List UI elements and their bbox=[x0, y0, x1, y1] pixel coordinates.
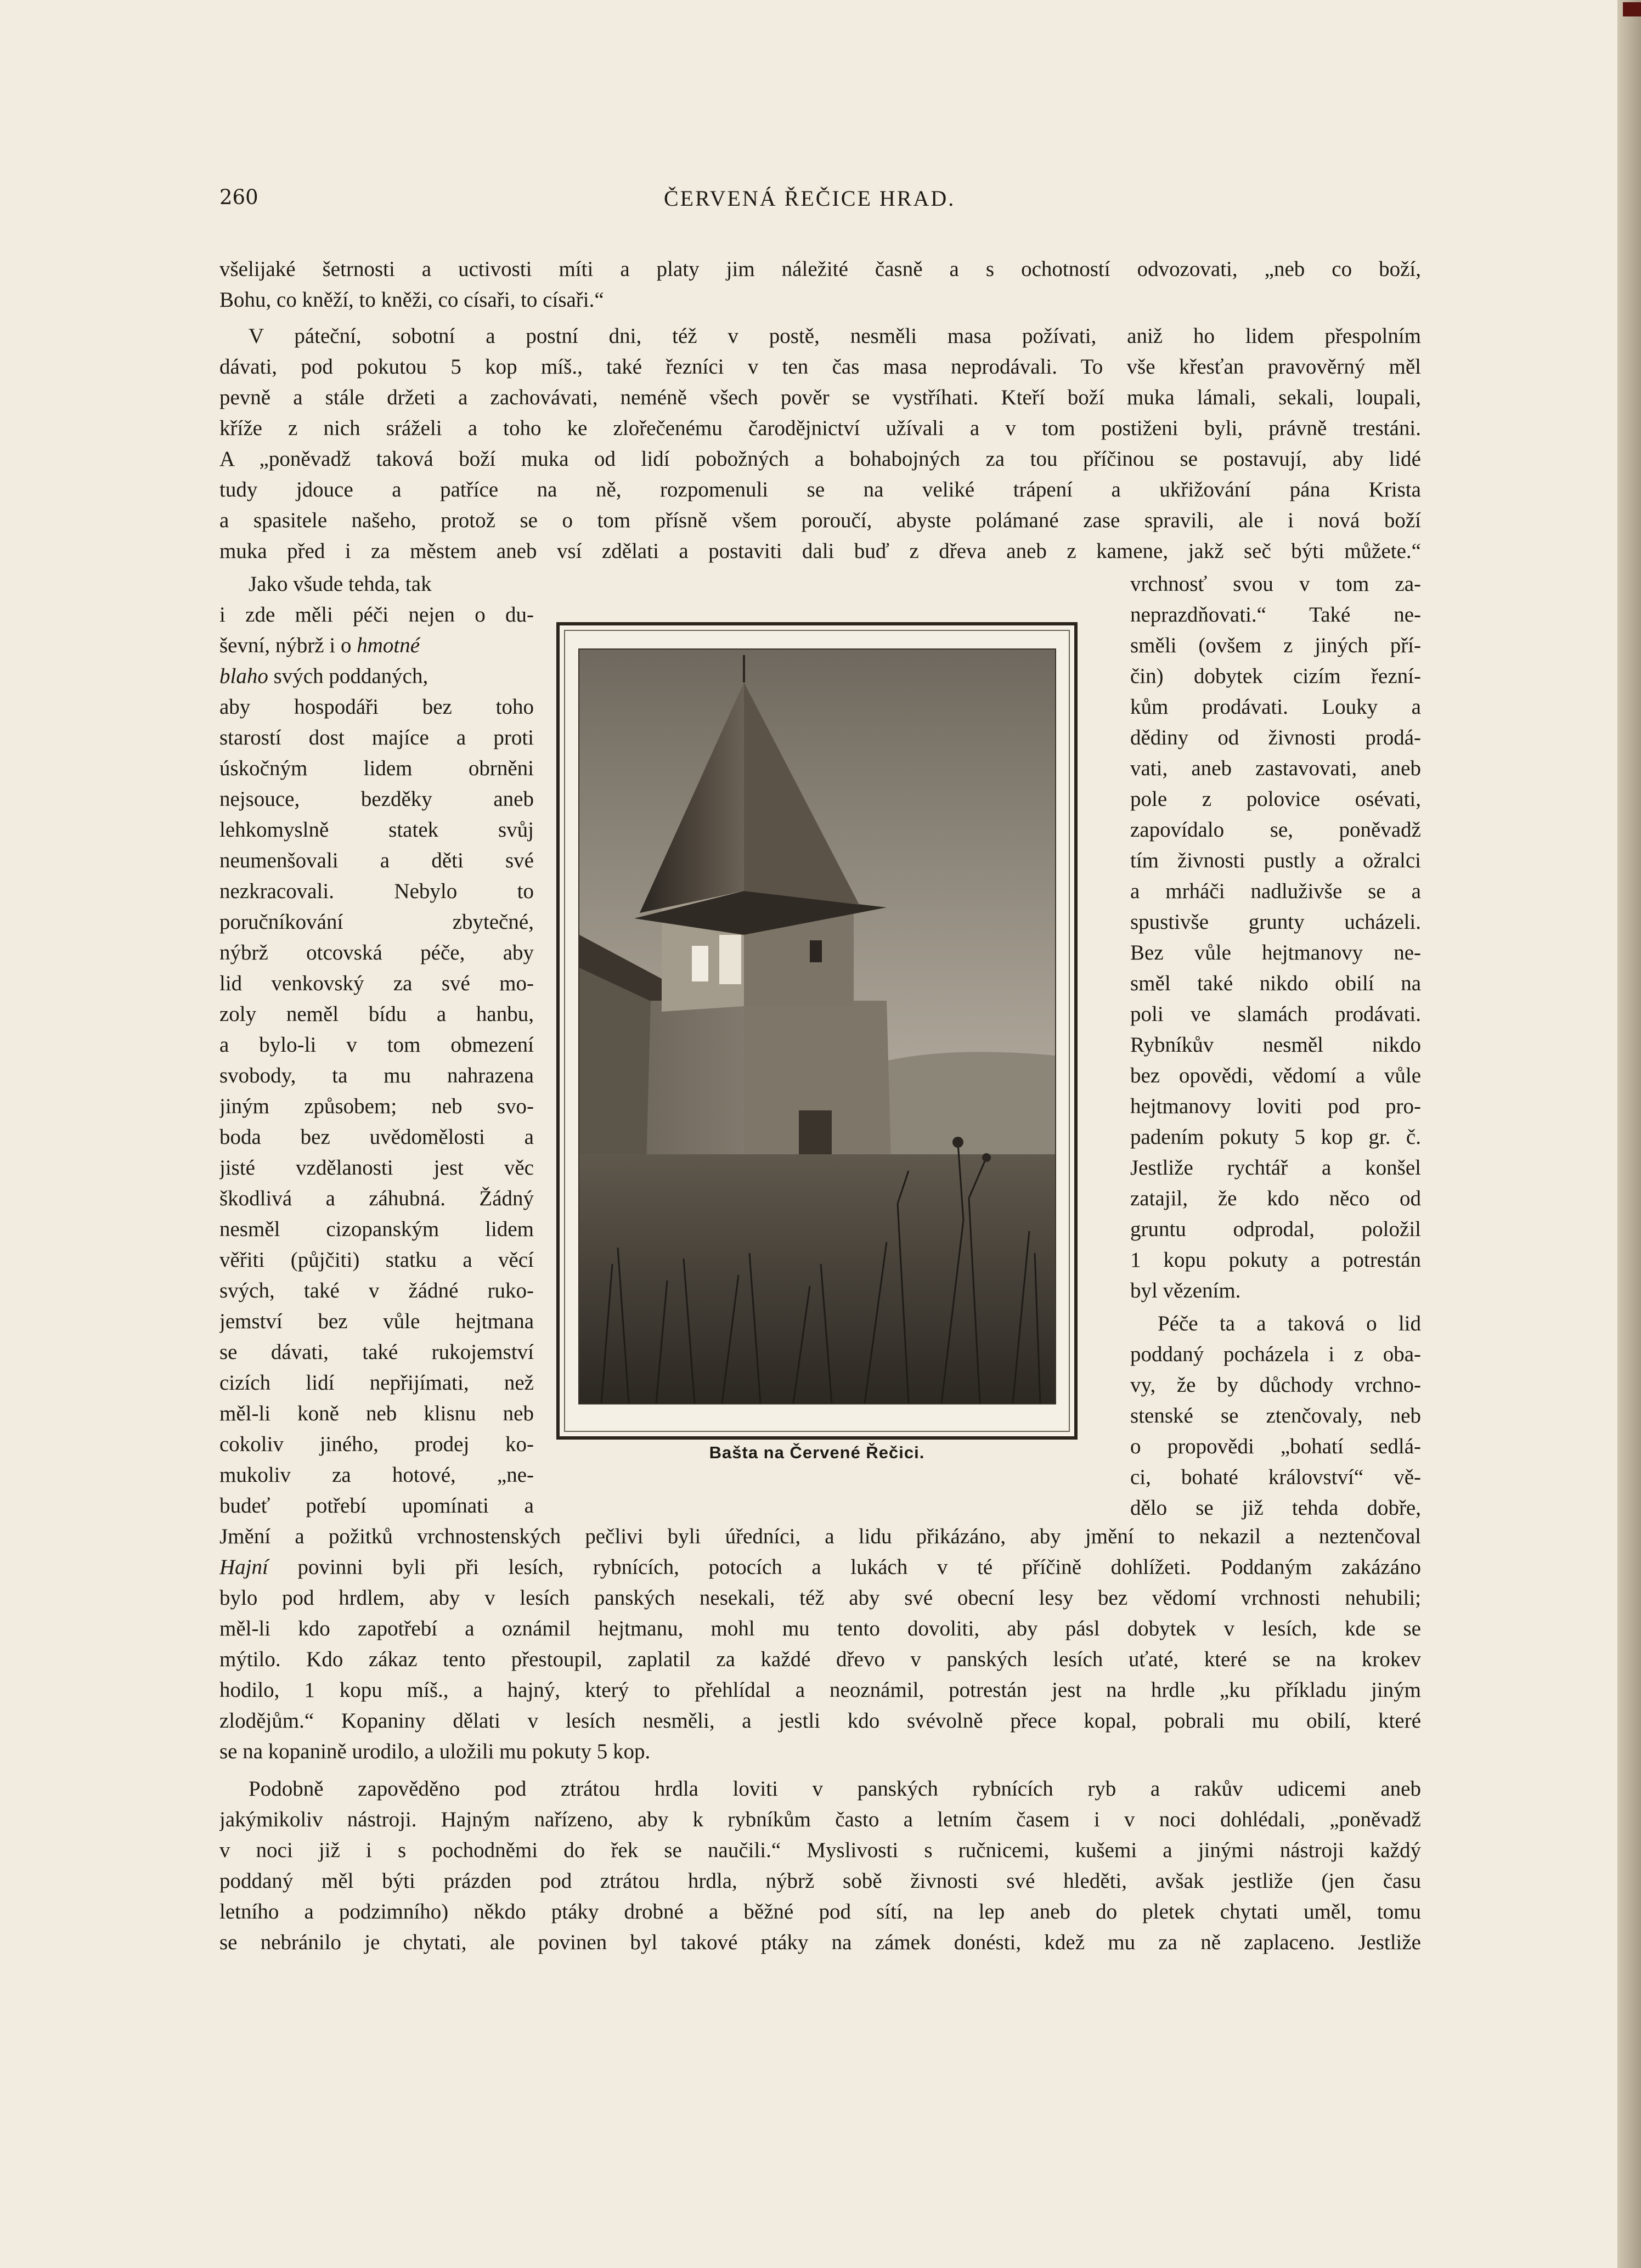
text-line: lehkomyslně statek svůj bbox=[219, 818, 534, 842]
text-line: gruntu odprodal, položil bbox=[1130, 1217, 1421, 1241]
text-line: neumenšovali a děti své bbox=[219, 849, 534, 872]
text-line: Jmění a požitků vrchnostenských pečlivi byli úředníci, a lidu přikázáno, aby jmění to nekazil a neztenčoval bbox=[219, 1525, 1421, 1548]
text-line: ci, bohaté království“ vě- bbox=[1130, 1465, 1421, 1489]
text-line: lid venkovský za své mo- bbox=[219, 972, 534, 995]
text-line: svých, také v žádné ruko- bbox=[219, 1279, 534, 1302]
text-line: blaho svých poddaných, bbox=[219, 664, 428, 688]
text-line: se nebránilo je chytati, ale povinen byl takové ptáky na zámek donésti, kdež mu za ně zaplaceno. Jestliže bbox=[219, 1931, 1421, 1954]
text-line: bylo pod hrdlem, aby v lesích panských nesekali, též aby své obecní lesy bez vědomí vrchnosti nehubili; bbox=[219, 1586, 1421, 1610]
text-line: měl-li koně neb klisnu neb bbox=[219, 1402, 534, 1425]
text-line: dědiny od živnosti prodá- bbox=[1130, 726, 1421, 749]
text-line: Rybníkův nesměl nikdo bbox=[1130, 1033, 1421, 1057]
book-gutter bbox=[1617, 0, 1641, 2268]
text-line: poddaný měl býti prázden pod ztrátou hrdla, nýbrž sobě živnosti své hleděti, avšak jestliže (jen času bbox=[219, 1869, 1421, 1893]
text-line: vrchnosť svou v tom za- bbox=[1130, 572, 1421, 596]
text-line: bez opovědi, vědomí a vůle bbox=[1130, 1064, 1421, 1087]
text-line: nýbrž otcovská péče, aby bbox=[219, 941, 534, 964]
text-line: a mrháči nadluživše se a bbox=[1130, 879, 1421, 903]
text-line: zatajil, že kdo něco od bbox=[1130, 1187, 1421, 1210]
text-line: kříže z nich sráželi a toho ke zlořečenému čarodějnictví užívali a v tom postiženi byli, právně trestáni. bbox=[219, 416, 1421, 440]
text-line: letního a podzimního) někdo ptáky drobné a běžné pod sítí, na lep aneb do pletek chytati uměl, tomu bbox=[219, 1900, 1421, 1923]
text-line: nezkracovali. Nebylo to bbox=[219, 879, 534, 903]
text-line: boda bez uvědomělosti a bbox=[219, 1125, 534, 1149]
text-line: o propovědi „bohatí sedlá- bbox=[1130, 1435, 1421, 1458]
text-line: jisté vzdělanosti jest věc bbox=[219, 1156, 534, 1180]
text-line: směli (ovšem z jiných pří- bbox=[1130, 634, 1421, 657]
text-line: nejsouce, bezděky aneb bbox=[219, 787, 534, 811]
text-line: budeť potřebí upomínati a bbox=[219, 1494, 534, 1517]
text-line: ševní, nýbrž i o hmotné bbox=[219, 634, 420, 657]
text-line: zlodějům.“ Kopaniny dělati v lesích nesměli, a jestli kdo svévolně přece kopal, pobrali mu obilí, které bbox=[219, 1709, 1421, 1733]
text-line: tudy jdouce a patříce na ně, rozpomenuli se na veliké trápení a ukřižování pána Krista bbox=[219, 478, 1421, 501]
text-line: padením pokuty 5 kop gr. č. bbox=[1130, 1125, 1421, 1149]
text-line: a spasitele našeho, protož se o tom přísně všem poroučí, abyste polámané zase spravili, ale i nová boží bbox=[219, 509, 1421, 532]
text-line: starostí dost majíce a proti bbox=[219, 726, 534, 749]
text-line: se dávati, také rukojemství bbox=[219, 1340, 534, 1364]
page-header bbox=[219, 185, 1421, 218]
text-line: mukoliv za hotové, „ne- bbox=[219, 1463, 534, 1487]
text-line: hejtmanovy loviti pod pro- bbox=[1130, 1094, 1421, 1118]
text-line: Jestliže rychtář a konšel bbox=[1130, 1156, 1421, 1180]
text-line: v noci již i s pochodněmi do řek se naučili.“ Myslivosti s ručnicemi, kušemi a jinými nástroji každý bbox=[219, 1838, 1421, 1862]
text-line: Bez vůle hejtmanovy ne- bbox=[1130, 941, 1421, 964]
text-line: a bylo-li v tom obmezení bbox=[219, 1033, 534, 1057]
text-line: Podobně zapověděno pod ztrátou hrdla loviti v panských rybnících ryb a rakův udicemi aneb bbox=[249, 1777, 1421, 1801]
text-line: cizích lidí nepřijímati, než bbox=[219, 1371, 534, 1395]
text-line: dělo se již tehda dobře, bbox=[1130, 1496, 1421, 1520]
text-line: jemství bez vůle hejtmana bbox=[219, 1310, 534, 1333]
text-line: 1 kopu pokuty a potrestán bbox=[1130, 1248, 1421, 1272]
text-line: poli ve slamách prodávati. bbox=[1130, 1002, 1421, 1026]
text-line: V páteční, sobotní a postní dni, též v postě, nesměli masa požívati, aniž ho lidem přespolním bbox=[249, 324, 1421, 348]
text-line: škodlivá a záhubná. Žádný bbox=[219, 1187, 534, 1210]
text-line: zapovídalo se, poněvadž bbox=[1130, 818, 1421, 842]
text-line: pevně a stále držeti a zachovávati, neméně všech pověr se vystříhati. Kteří boží muka lámali, sekali, loupali, bbox=[219, 386, 1421, 409]
text-line: cokoliv jiného, prodej ko- bbox=[219, 1432, 534, 1456]
text-line: vati, aneb zastavovati, aneb bbox=[1130, 757, 1421, 780]
text-line: hodilo, 1 kopu míš., a hajný, který to přehlídal a neoznámil, potrestán jest na hrdle „ku příkladu jiným bbox=[219, 1678, 1421, 1702]
running-title: ČERVENÁ ŘEČICE HRAD. bbox=[664, 186, 956, 211]
text-line: Hajní povinni byli při lesích, rybnících, potocích a lukách v té příčině dohlížeti. Poddaným zakázáno bbox=[219, 1555, 1421, 1579]
text-line: vy, že by důchody vrchno- bbox=[1130, 1373, 1421, 1397]
text-line: byl vězením. bbox=[1130, 1279, 1241, 1302]
text-line: jakýmikoliv nástroji. Hajným nařízeno, aby k rybníkům často a letním časem i v noci dohlédali, „poněvadž bbox=[219, 1808, 1421, 1831]
text-line: směl také nikdo obilí na bbox=[1130, 972, 1421, 995]
figure-caption: Bašta na Červené Řečici. bbox=[709, 1443, 925, 1462]
text-line: stenské se ztenčovaly, neb bbox=[1130, 1404, 1421, 1428]
text-line: poručníkování zbytečné, bbox=[219, 910, 534, 934]
text-line: nesměl cizopanským lidem bbox=[219, 1217, 534, 1241]
text-line: kům prodávati. Louky a bbox=[1130, 695, 1421, 719]
text-line: všelijaké šetrnosti a uctivosti míti a platy jim náležité časně a s ochotností odvozovati, „neb co boží, bbox=[219, 257, 1421, 281]
text-line: úskočným lidem obrněni bbox=[219, 757, 534, 780]
text-line: A „poněvadž taková boží muka od lidí pobožných a bohabojných za tou příčinou se postavují, aby lidé bbox=[219, 447, 1421, 471]
text-line: neprazdňovati.“ Také ne- bbox=[1130, 603, 1421, 627]
page-number: 260 bbox=[219, 185, 258, 209]
text-line: měl-li kdo zapotřebí a oznámil hejtmanu, mohl mu tento dovoliti, aby pásl dobytek v lesích, kde se bbox=[219, 1617, 1421, 1640]
text-line: svobody, ta mu nahrazena bbox=[219, 1064, 534, 1087]
text-line: spustivše grunty ucházeli. bbox=[1130, 910, 1421, 934]
text-line: muka před i za městem aneb vsí zdělati a postaviti dali buď z dřeva aneb z kamene, jakž seč býti můžete.“ bbox=[219, 539, 1421, 563]
text-line: Jako všude tehda, tak bbox=[249, 572, 432, 596]
text-line: pole z polovice osévati, bbox=[1130, 787, 1421, 811]
text-line: čin) dobytek cizím řezní- bbox=[1130, 664, 1421, 688]
text-line: aby hospodáři bez toho bbox=[219, 695, 534, 719]
text-line: Péče ta a taková o lid bbox=[1158, 1312, 1421, 1335]
text-line: jiným způsobem; neb svo- bbox=[219, 1094, 534, 1118]
text-line: dávati, pod pokutou 5 kop míš., také řezníci v ten čas masa neprodávali. To vše křesťan pravověrný měl bbox=[219, 355, 1421, 379]
text-line: poddaný pocházela i z oba- bbox=[1130, 1342, 1421, 1366]
text-line: Bohu, co kněží, to kněži, co císaři, to císaři.“ bbox=[219, 288, 604, 312]
text-line: mýtilo. Kdo zákaz tento přestoupil, zaplatil za každé dřevo v panských lesích uťaté, které se na krokev bbox=[219, 1648, 1421, 1671]
text-line: zoly neměl bídu a hanbu, bbox=[219, 1002, 534, 1026]
text-line: se na kopanině urodilo, a uložili mu pokuty 5 kop. bbox=[219, 1740, 651, 1763]
gutter-mark bbox=[1623, 2, 1641, 16]
tower-engraving bbox=[578, 648, 1056, 1404]
text-line: věřiti (půjčiti) statku a věcí bbox=[219, 1248, 534, 1272]
text-line: i zde měli péči nejen o du- bbox=[219, 603, 534, 627]
text-line: tím živnosti pustly a ožralci bbox=[1130, 849, 1421, 872]
